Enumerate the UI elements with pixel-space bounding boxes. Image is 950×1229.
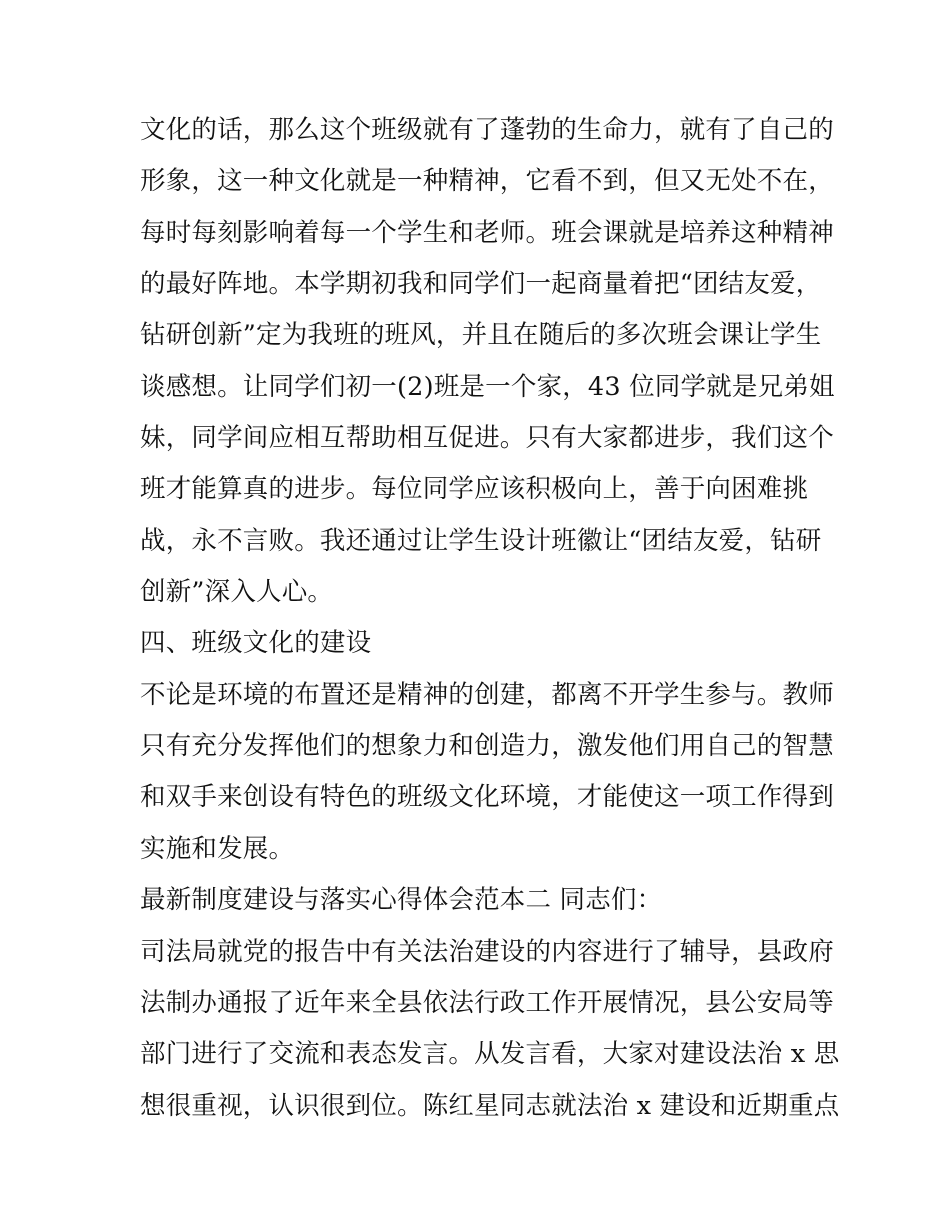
text-line: 部门进行了交流和表态发言。从发言看，大家对建设法治 x 思 [140, 1039, 840, 1070]
text-line: 钻研创新”定为我班的班风，并且在随后的多次班会课让学生 [140, 320, 822, 351]
text-line: 创新”深入人心。 [140, 577, 334, 608]
text-line: 只有充分发挥他们的想象力和创造力，激发他们用自己的智慧 [140, 731, 834, 762]
text-line: 司法局就党的报告中有关法治建设的内容进行了辅导，县政府 [140, 936, 834, 967]
text-line: 形象，这一种文化就是一种精神，它看不到，但又无处不在， [140, 166, 834, 197]
text-line: 班才能算真的进步。每位同学应该积极向上，善于向困难挑 [140, 474, 809, 505]
text-line: 战，永不言败。我还通过让学生设计班徽让“团结友爱，钻研 [140, 525, 822, 556]
text-line: 不论是环境的布置还是精神的创建，都离不开学生参与。教师 [140, 679, 834, 710]
text-line: 妹，同学间应相互帮助相互促进。只有大家都进步，我们这个 [140, 423, 834, 454]
body-text [140, 109, 840, 1136]
section-heading: 四、班级文化的建设 [140, 628, 372, 659]
text-line: 的最好阵地。本学期初我和同学们一起商量着把“团结友爱， [140, 269, 822, 300]
text-line: 实施和发展。 [140, 833, 295, 864]
article-title: 最新制度建设与落实心得体会范本二 同志们： [140, 885, 663, 916]
text-line: 和双手来创设有特色的班级文化环境，才能使这一项工作得到 [140, 782, 834, 813]
text-line: 法制办通报了近年来全县依法行政工作开展情况，县公安局等 [140, 987, 834, 1018]
text-line: 想很重视，认识很到位。陈红星同志就法治 x 建设和近期重点 [140, 1090, 840, 1121]
text-line: 谈感想。让同学们初一(2)班是一个家，43 位同学就是兄弟姐 [140, 371, 835, 402]
text-line: 文化的话，那么这个班级就有了蓬勃的生命力，就有了自己的 [140, 115, 834, 145]
text-line: 每时每刻影响着每一个学生和老师。班会课就是培养这种精神 [140, 217, 834, 248]
